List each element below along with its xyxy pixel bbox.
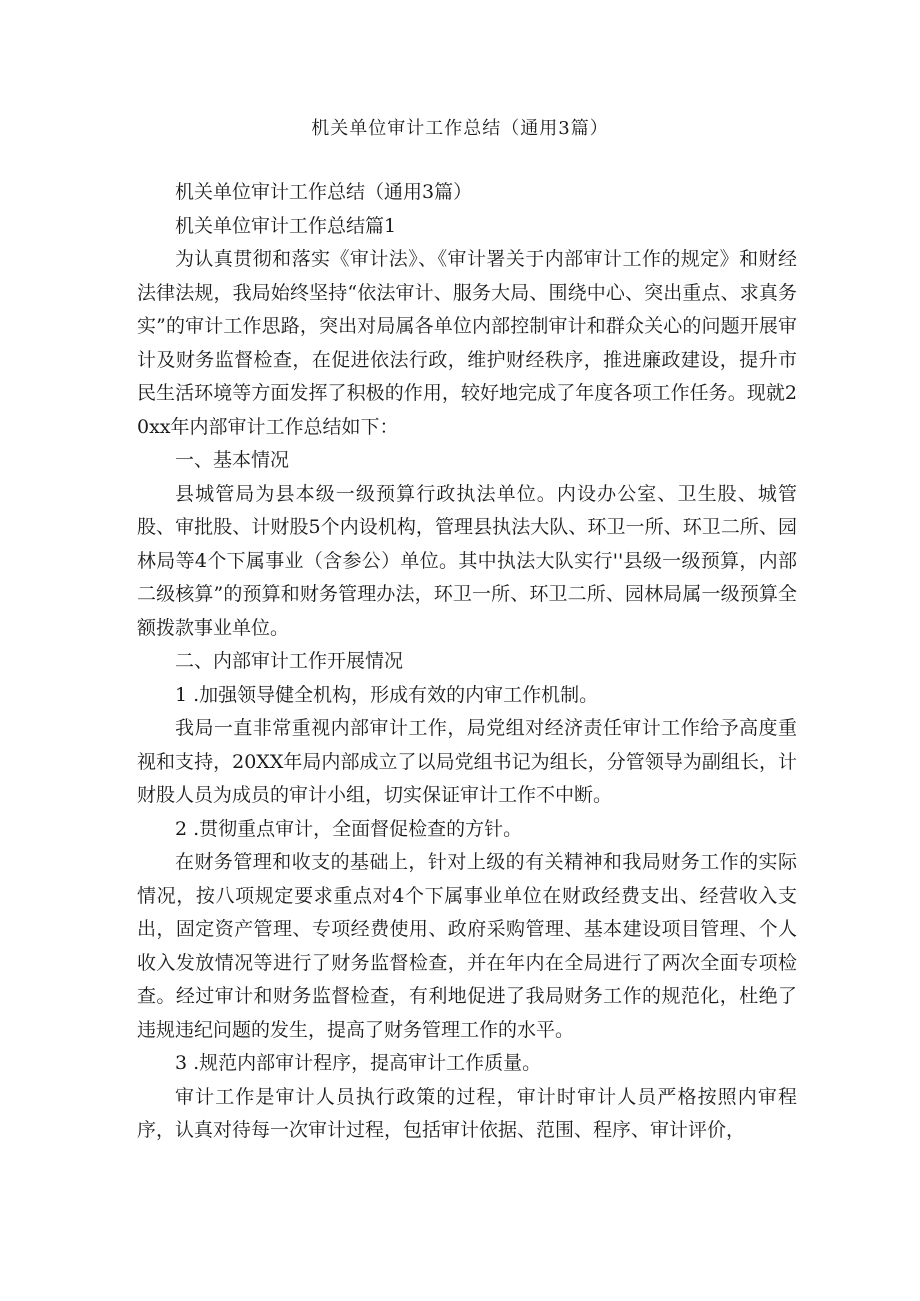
- item-2-paragraph: 在财务管理和收支的基础上，针对上级的有关精神和我局财务工作的实际情况，按八项规定要求重点对4个下属事业单位在财政经费支出、经营收入支出，固定资产管理、专项经费使用、政府采购管理、基本建设项目管理、个人收入发放情况等进行了财务监督检查，并在年内在全局进行了两次全面专项检查。经过审计和财务监督检查，有利地促进了我局财务工作的规范化，杜绝了违规违纪问题的发生，提高了财务管理工作的水平。: [137, 851, 797, 1041]
- item-2-heading: 2 .贯彻重点审计，全面督促检查的方针。: [175, 817, 523, 840]
- intro-paragraph: 为认真贯彻和落实《审计法》、《审计署关于内部审计工作的规定》和财经法律法规，我局始终坚持“依法审计、服务大局、围绕中心、突出重点、求真务实”的审计工作思路，突出对局属各单位内部控制审计和群众关心的问题开展审计及财务监督检查，在促进依法行政，维护财经秩序，推进廉政建设，提升市民生活环境等方面发挥了积极的作用，较好地完成了年度各项工作任务。现就20xx年内部审计工作总结如下：: [137, 248, 797, 438]
- item-3-paragraph: 审计工作是审计人员执行政策的过程，审计时审计人员严格按照内审程序，认真对待每一次审计过程，包括审计依据、范围、程序、审计评价，: [137, 1085, 797, 1141]
- basic-situation-paragraph: 县城管局为县本级一级预算行政执法单位。内设办公室、卫生股、城管股、审批股、计财股5个内设机构，管理县执法大队、环卫一所、环卫二所、园林局等4个下属事业（含参公）单位。其中执法大队实行''县级一级预算，内部二级核算”的预算和财务管理办法，环卫一所、环卫二所、园林局属一级预算全额拨款事业单位。: [137, 482, 797, 639]
- item-1-heading: 1 .加强领导健全机构，形成有效的内审工作机制。: [175, 683, 599, 706]
- document-title: 机关单位审计工作总结（通用3篇）: [311, 118, 609, 139]
- item-3-heading: 3 .规范内部审计程序，提高审计工作质量。: [175, 1052, 542, 1074]
- heading-basic-situation: 一、基本情况: [175, 449, 290, 471]
- heading-audit-work: 二、内部审计工作开展情况: [175, 650, 404, 672]
- subtitle-paragraph: 机关单位审计工作总结（通用3篇）: [175, 181, 473, 203]
- section-heading-1: 机关单位审计工作总结篇1: [175, 214, 397, 237]
- document-body: [137, 176, 797, 1148]
- item-1-paragraph: 我局一直非常重视内部审计工作，局党组对经济责任审计工作给予高度重视和支持，20XX年局内部成立了以局党组书记为组长，分管领导为副组长，计财股人员为成员的审计小组，切实保证审计工作不中断。: [137, 717, 797, 806]
